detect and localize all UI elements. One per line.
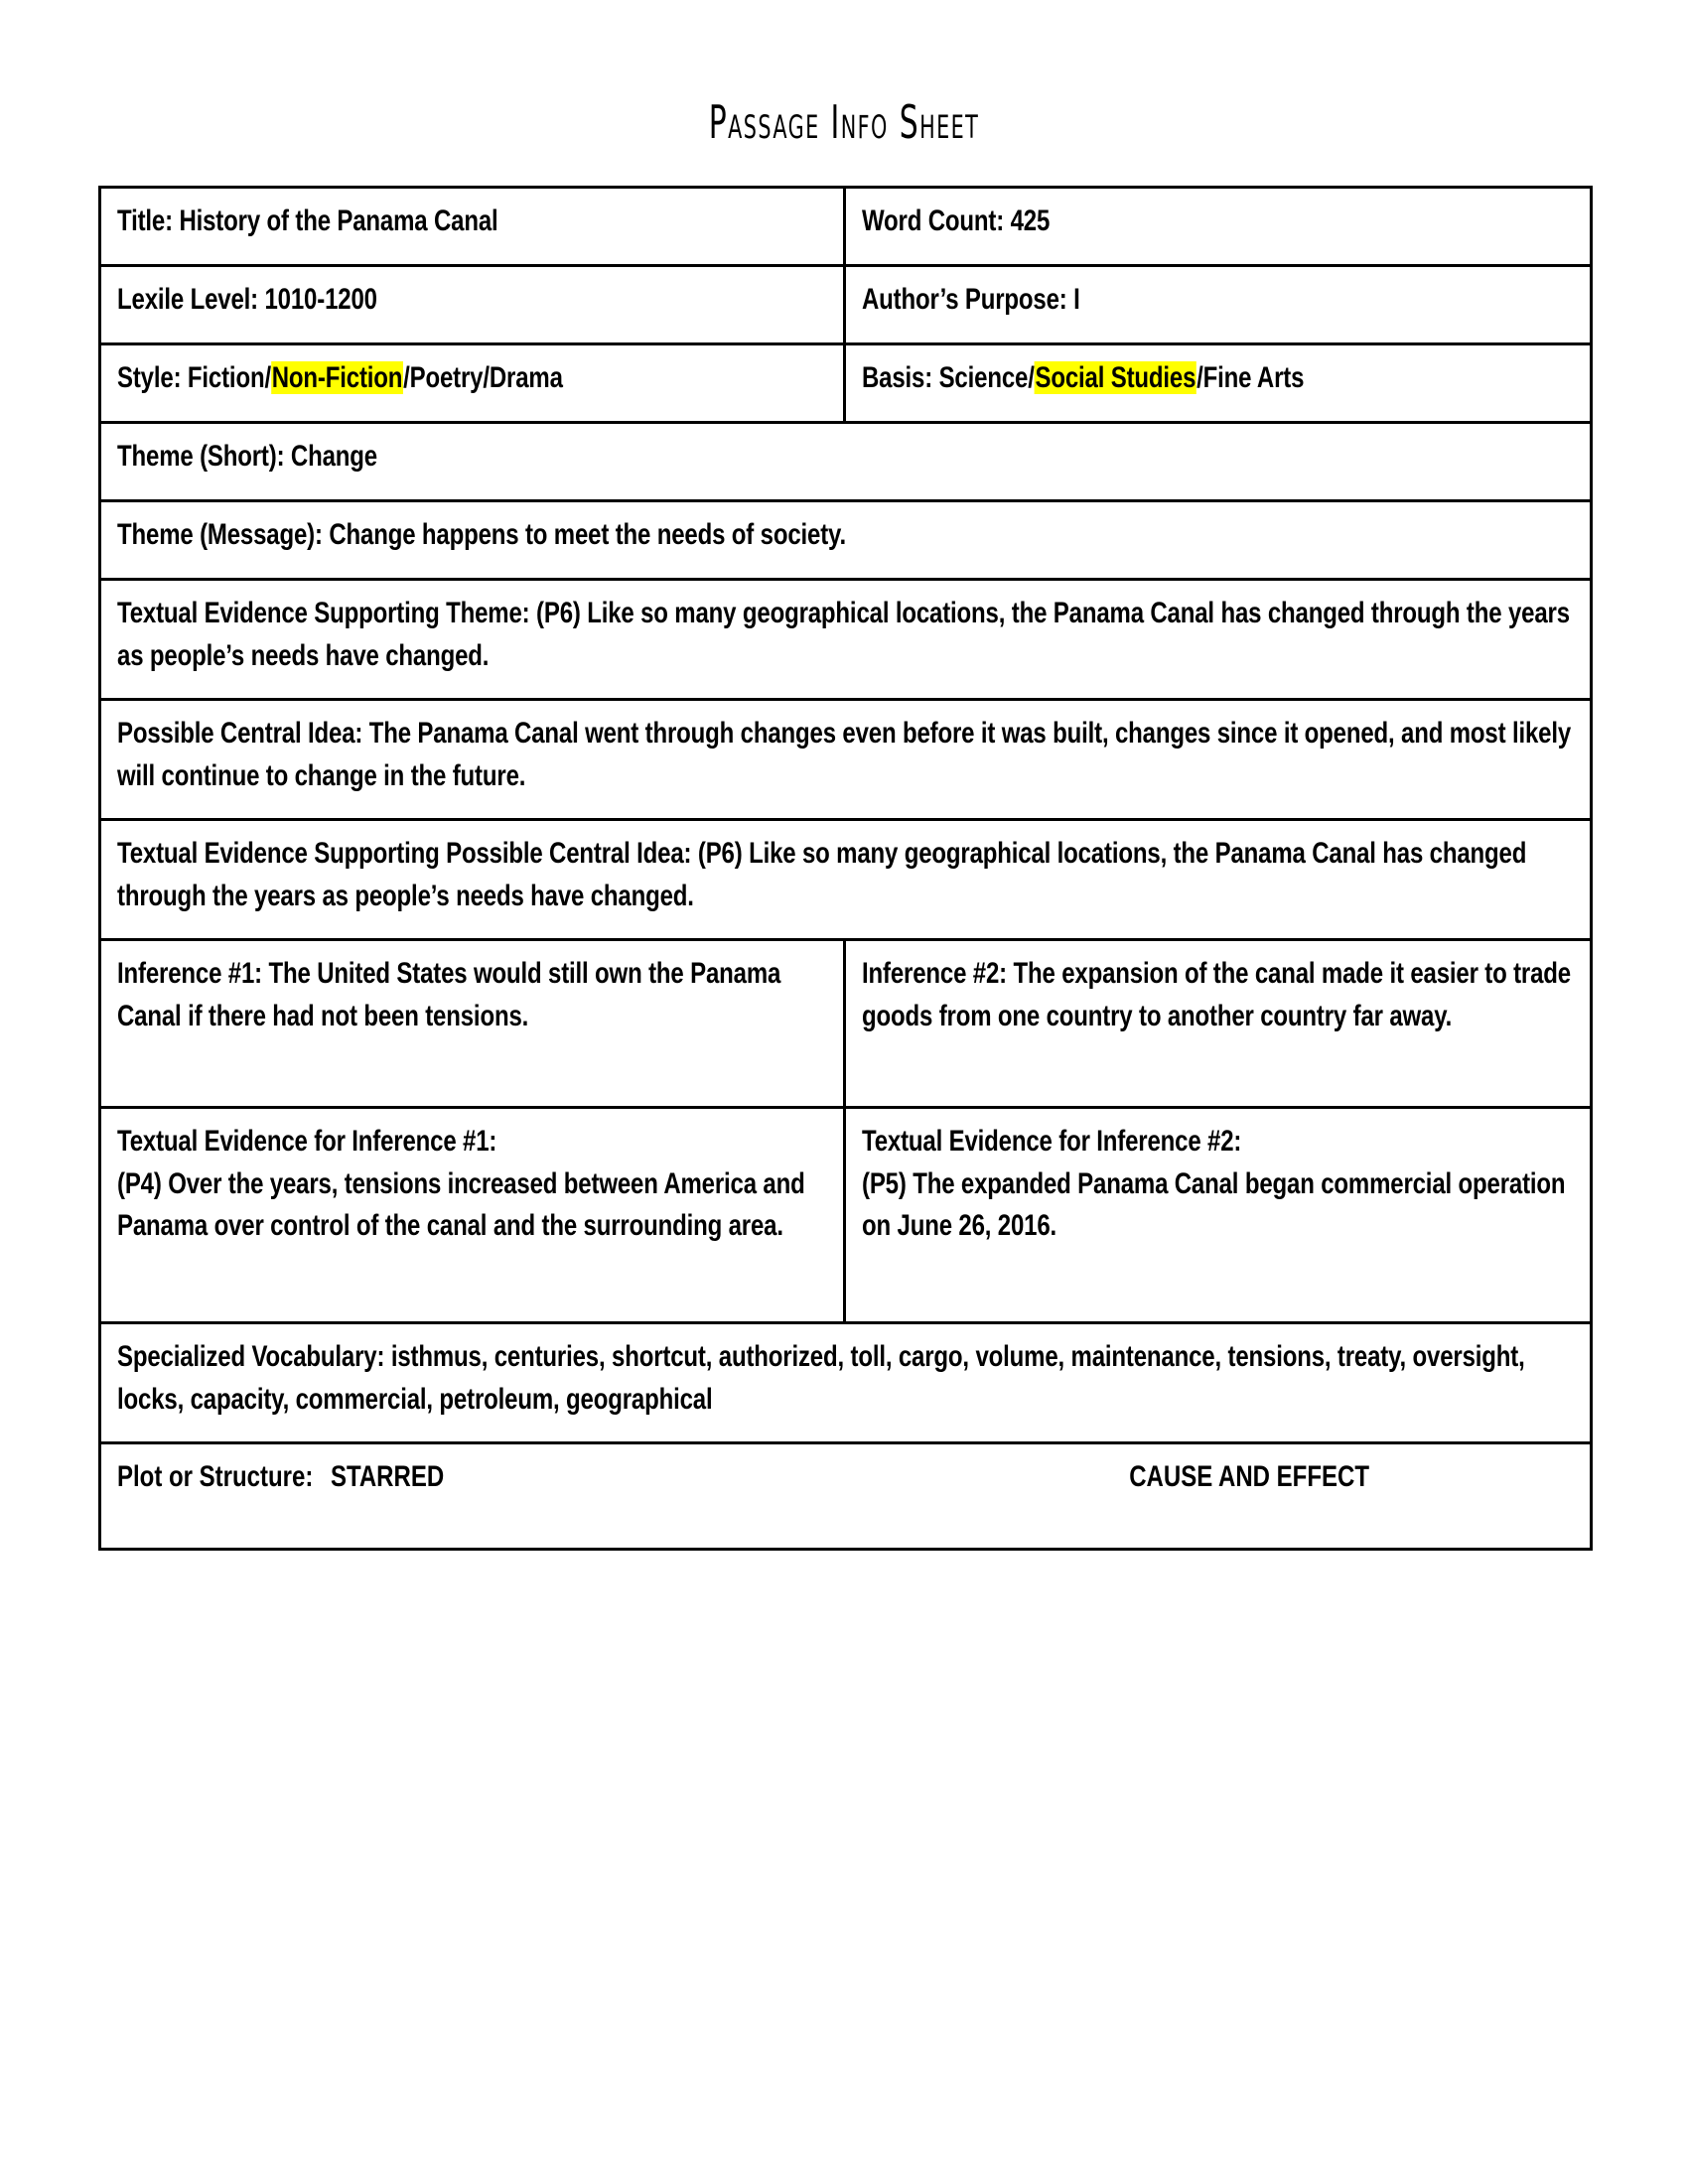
- lexile-level-value: Lexile Level: 1010-1200: [117, 283, 377, 316]
- table-row-inferences: [100, 940, 1592, 1108]
- table-row-evidence-theme: [100, 580, 1592, 700]
- cell-inference-1: [100, 940, 845, 1108]
- cell-theme-short: [100, 423, 1592, 501]
- cell-textual-evidence-theme: [100, 580, 1592, 700]
- evidence-inference-2-label: Textual Evidence for Inference #2:: [862, 1125, 1242, 1158]
- theme-message-value: Theme (Message): Change happens to meet the needs of society.: [117, 518, 846, 551]
- table-row-evidence-central-idea: [100, 820, 1592, 940]
- table-row-possible-central-idea: [100, 700, 1592, 820]
- table-row-theme-message: [100, 501, 1592, 580]
- table-row-specialized-vocabulary: [100, 1323, 1592, 1443]
- table-row-plot-or-structure: [100, 1443, 1592, 1550]
- cell-authors-purpose: [845, 266, 1592, 344]
- cell-plot-or-structure: [100, 1443, 1592, 1550]
- basis-options: [862, 357, 1576, 400]
- table-row-lexile-purpose: [100, 266, 1592, 344]
- evidence-inference-1-value: (P4) Over the years, tensions increased between America and Panama over control of the canal and the surrounding area.: [117, 1166, 805, 1243]
- cell-style: [100, 344, 845, 423]
- specialized-vocabulary-value: Specialized Vocabulary: isthmus, centuries, shortcut, authorized, toll, cargo, volume, maintenance, tensions, treaty, oversight, locks, capacity, commercial, petroleum, geographical: [117, 1340, 1525, 1416]
- cell-lexile-level: [100, 266, 845, 344]
- cell-evidence-inference-2: [845, 1108, 1592, 1323]
- inference-2-value: Inference #2: The expansion of the canal made it easier to trade goods from one country to another country far away.: [862, 957, 1571, 1032]
- cell-basis: [845, 344, 1592, 423]
- cell-inference-2: [845, 940, 1592, 1108]
- evidence-inference-2: [862, 1121, 1576, 1248]
- basis-suffix: /Fine Arts: [1196, 361, 1305, 394]
- textual-evidence-central-idea-value: Textual Evidence Supporting Possible Central Idea: (P6) Like so many geographical locations, the Panama Canal has changed through the years as people’s needs have changed.: [117, 837, 1527, 912]
- plot-or-structure-value-left: STARRED: [330, 1460, 445, 1493]
- table-row-style-basis: [100, 344, 1592, 423]
- authors-purpose-value: Author’s Purpose: I: [862, 283, 1080, 316]
- basis-prefix: Basis: Science/: [862, 361, 1035, 394]
- title-value: Title: History of the Panama Canal: [117, 205, 498, 237]
- style-options: [117, 357, 829, 400]
- passage-info-table: [98, 186, 1593, 1551]
- cell-word-count: [845, 188, 1592, 266]
- plot-or-structure-line: [117, 1456, 1576, 1499]
- inference-1-value: Inference #1: The United States would still own the Panama Canal if there had not been tensions.: [117, 957, 781, 1032]
- page-title: Passage Info Sheet: [708, 95, 980, 149]
- evidence-inference-2-value: (P5) The expanded Panama Canal began commercial operation on June 26, 2016.: [862, 1166, 1566, 1243]
- style-suffix: /Poetry/Drama: [403, 361, 563, 394]
- cell-theme-message: [100, 501, 1592, 580]
- evidence-inference-1: [117, 1121, 829, 1248]
- theme-short-value: Theme (Short): Change: [117, 440, 377, 473]
- plot-or-structure-label: Plot or Structure:: [117, 1460, 314, 1493]
- cell-evidence-inference-1: [100, 1108, 845, 1323]
- cell-possible-central-idea: [100, 700, 1592, 820]
- word-count-value: Word Count: 425: [862, 205, 1051, 237]
- style-selected-highlight: Non-Fiction: [271, 361, 403, 394]
- cell-textual-evidence-central-idea: [100, 820, 1592, 940]
- cell-specialized-vocabulary: [100, 1323, 1592, 1443]
- evidence-inference-1-label: Textual Evidence for Inference #1:: [117, 1125, 497, 1158]
- textual-evidence-theme-value: Textual Evidence Supporting Theme: (P6) Like so many geographical locations, the Panama Canal has changed through the years as people’s needs have changed.: [117, 597, 1570, 672]
- possible-central-idea-value: Possible Central Idea: The Panama Canal went through changes even before it was built, changes since it opened, and most likely will continue to change in the future.: [117, 717, 1572, 792]
- cell-title: [100, 188, 845, 266]
- table-row-inference-evidence: [100, 1108, 1592, 1323]
- style-prefix: Style: Fiction/: [117, 361, 271, 394]
- basis-selected-highlight: Social Studies: [1035, 361, 1196, 394]
- table-row-title-wordcount: [100, 188, 1592, 266]
- table-row-theme-short: [100, 423, 1592, 501]
- plot-or-structure-value-right: CAUSE AND EFFECT: [1129, 1460, 1369, 1493]
